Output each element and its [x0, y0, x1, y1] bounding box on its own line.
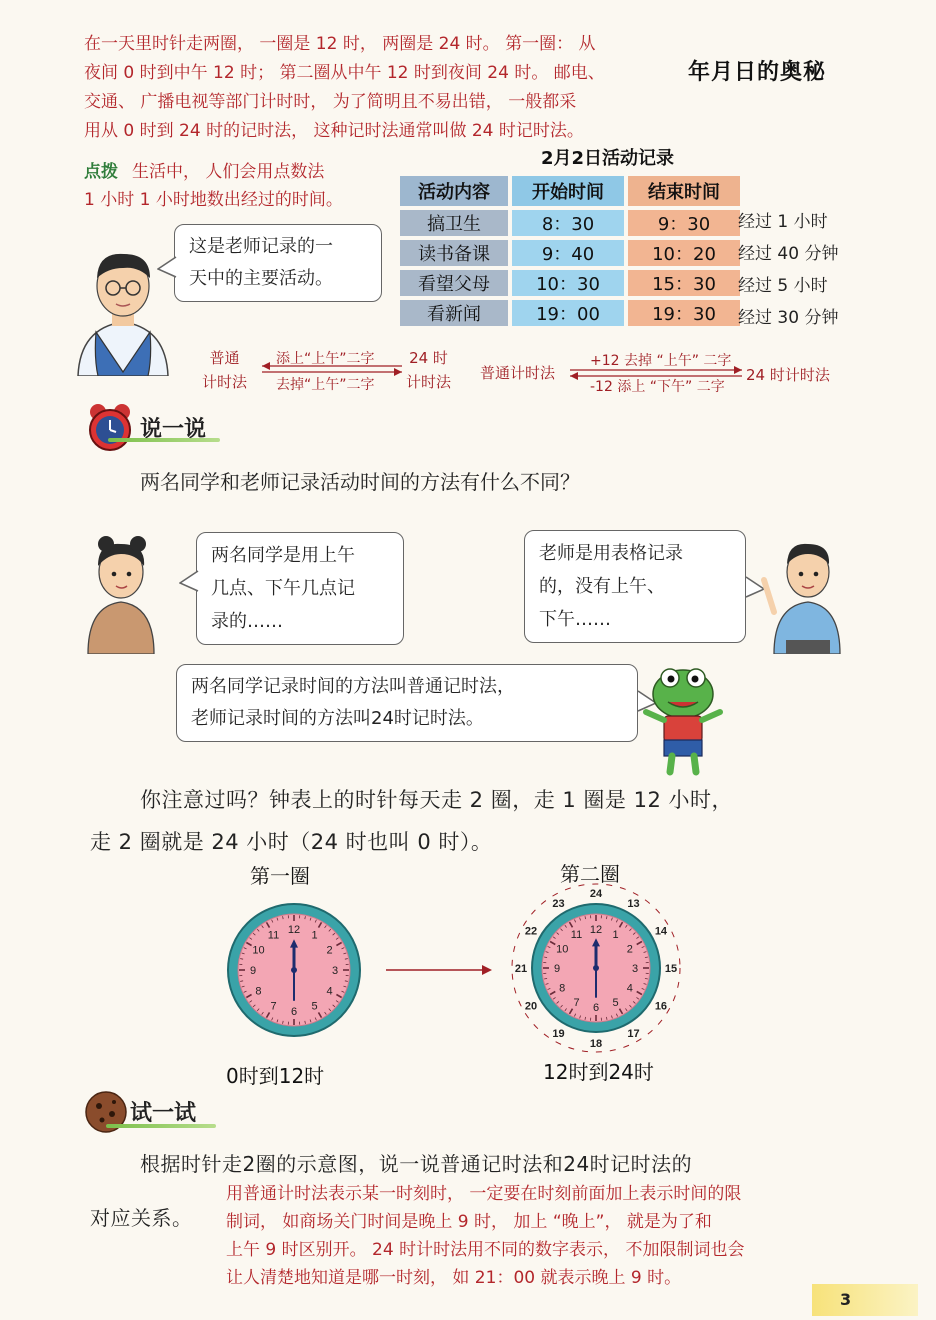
table-row [400, 300, 740, 326]
conv-left-label-1: 普通 [209, 349, 240, 367]
note-line: 用普通计时法表示某一时刻时， 一定要在时刻前面加上表示时间的限 [226, 1184, 742, 1204]
duration-label: 经过 30 分钟 [738, 308, 839, 328]
conv2-top: +12 去掉 “上午” 二字 [590, 353, 732, 369]
clock-outer-number: 22 [524, 925, 538, 938]
first-caption: 0时到12时 [226, 1064, 325, 1088]
clock-number: 12 [287, 924, 301, 936]
transition-arrow [384, 962, 496, 978]
clock-number: 5 [612, 996, 619, 1009]
note-line: 上午 9 时区别开。 24 时计时法用不同的数字表示， 不加限制词也会 [226, 1240, 745, 1260]
section-title-talk: 说一说 [140, 417, 207, 442]
conv-left-top: 添上“上午”二字 [276, 351, 375, 367]
cell-end: 15：30 [628, 270, 740, 296]
clock-outer-number: 24 [589, 888, 603, 900]
clock-number: 10 [252, 944, 265, 957]
clock-number: 8 [255, 985, 262, 998]
try-line-2: 对应关系。 [90, 1206, 193, 1230]
note-line: 制词， 如商场关门时间是晚上 9 时， 加上 “晚上”， 就是为了和 [226, 1212, 712, 1232]
clock-second-round [510, 882, 682, 1054]
conv2-right-label: 24 时计时法 [746, 366, 830, 384]
second-round-title: 第二圈 [560, 862, 620, 886]
intro-line: 在一天里时针走两圈， 一圈是 12 时， 两圈是 24 时。 第一圈： 从 [84, 34, 596, 54]
frog-illustration [640, 664, 726, 776]
intro-paragraph [84, 30, 684, 146]
header-end: 结束时间 [628, 176, 740, 206]
header-start: 开始时间 [512, 176, 624, 206]
clock-number: 9 [249, 965, 257, 977]
clock-number: 8 [559, 982, 566, 995]
cell-activity: 看望父母 [400, 270, 508, 296]
header-activity: 活动内容 [400, 176, 508, 206]
duration-label: 经过 40 分钟 [738, 244, 839, 264]
tip-line-1: 生活中， 人们会用点数法 [132, 162, 325, 182]
cell-start: 9：40 [512, 240, 624, 266]
second-caption: 12时到24时 [543, 1060, 654, 1084]
bubble-line: 两名同学是用上午 [211, 545, 355, 566]
clock-number: 3 [331, 965, 339, 977]
page-number-tab [812, 1284, 918, 1316]
girl-illustration [76, 532, 166, 654]
cell-activity: 搞卫生 [400, 210, 508, 236]
cell-end: 19：30 [628, 300, 740, 326]
clock-number: 2 [626, 943, 633, 956]
clock-outer-number: 21 [514, 963, 528, 975]
boy-illustration [760, 532, 850, 654]
clock-number: 1 [311, 929, 318, 942]
clock-number: 12 [589, 924, 603, 936]
table-row [400, 270, 740, 296]
clock-outer-number: 13 [627, 898, 640, 911]
note-line: 让人清楚地知道是哪一时刻， 如 21：00 就表示晚上 9 时。 [226, 1268, 682, 1288]
bubble-tail [157, 255, 177, 279]
clock-number: 11 [267, 929, 280, 942]
cell-activity: 读书备课 [400, 240, 508, 266]
clock-number: 4 [626, 982, 633, 995]
clock-outer-number: 16 [654, 1000, 668, 1013]
bubble-line: 老师是用表格记录 [539, 543, 683, 564]
clock-number: 3 [631, 963, 639, 975]
clock-number: 2 [326, 944, 333, 957]
conv-left-label [202, 346, 247, 394]
notice-line-1: 你注意过吗？钟表上的时针每天走 2 圈，走 1 圈是 12 小时， [140, 788, 733, 812]
alarm-clock-icon [84, 402, 136, 452]
cell-end: 9：30 [628, 210, 740, 236]
conv-left-label-2: 计时法 [202, 373, 248, 391]
bubble-line: 这是老师记录的一 [189, 236, 333, 257]
girl-speech-bubble [196, 532, 404, 645]
section-title-try: 试一试 [130, 1101, 197, 1126]
intro-line: 用从 0 时到 24 时的记时法， 这种记时法通常叫做 24 时记时法。 [84, 121, 584, 141]
clock-outer-number: 17 [627, 1027, 640, 1040]
tip-label: 点拨 [84, 162, 118, 182]
clock-number: 1 [612, 929, 619, 942]
cell-start: 10：30 [512, 270, 624, 296]
bubble-line: 两名同学记录时间的方法叫普通记时法， [191, 676, 515, 697]
bubble-line: 下午…… [539, 609, 611, 630]
question-text: 两名同学和老师记录活动时间的方法有什么不同？ [140, 470, 580, 494]
page-number: 3 [840, 1290, 852, 1309]
duration-list [738, 206, 838, 334]
conv-right-label-1: 24 时 [409, 349, 448, 367]
clock-outer-number: 15 [664, 963, 678, 975]
clock-number: 11 [570, 929, 583, 942]
cell-start: 8：30 [512, 210, 624, 236]
clock-number: 5 [311, 1000, 318, 1013]
notice-line-2: 走 2 圈就是 24 小时（24 时也叫 0 时）。 [90, 830, 493, 854]
intro-line: 夜间 0 时到中午 12 时； 第二圈从中午 12 时到夜间 24 时。 邮电、 [84, 63, 605, 83]
bubble-line: 老师记录时间的方法叫24时记时法。 [191, 708, 484, 729]
clock-number: 4 [326, 985, 333, 998]
duration-label: 经过 1 小时 [738, 212, 828, 232]
note-block [226, 1180, 856, 1292]
clock-center-pin [291, 967, 297, 973]
clock-outer-number: 14 [654, 925, 668, 938]
table-row [400, 210, 740, 236]
table-header-row [400, 176, 740, 206]
cell-activity: 看新闻 [400, 300, 508, 326]
clock-outer-number: 20 [524, 1000, 538, 1013]
conv2-bottom: -12 添上 “下午” 二字 [590, 379, 725, 395]
frog-speech-bubble [176, 664, 638, 742]
try-line-1: 根据时针走2圈的示意图，说一说普通记时法和24时记时法的 [140, 1152, 693, 1176]
bubble-line: 录的…… [211, 611, 283, 632]
tip-block [84, 158, 404, 214]
clock-center-pin [593, 965, 599, 971]
clock-outer-number: 18 [589, 1038, 603, 1050]
clock-number: 6 [592, 1002, 600, 1014]
first-round-title: 第一圈 [250, 864, 310, 888]
conv2-left-label: 普通计时法 [480, 364, 556, 382]
clock-number: 10 [556, 943, 569, 956]
cell-start: 19：00 [512, 300, 624, 326]
bubble-line: 天中的主要活动。 [189, 268, 333, 289]
bubble-line: 几点、下午几点记 [211, 578, 355, 599]
clock-outer-number: 19 [552, 1027, 565, 1040]
table-row [400, 240, 740, 266]
intro-line: 交通、 广播电视等部门计时时， 为了简明且不易出错， 一般都采 [84, 92, 577, 112]
clock-first-round [226, 902, 362, 1038]
clock-number: 7 [573, 996, 580, 1009]
duration-label: 经过 5 小时 [738, 276, 828, 296]
record-title: 2月2日活动记录 [541, 148, 675, 169]
bubble-tail [179, 569, 199, 593]
clock-number: 6 [290, 1006, 298, 1018]
tip-line-2: 1 小时 1 小时地数出经过的时间。 [84, 190, 343, 210]
conv-left-bottom: 去掉“上午”二字 [276, 377, 375, 393]
clock-number: 9 [553, 963, 561, 975]
clock-number: 7 [270, 1000, 277, 1013]
conv-right-label [406, 346, 451, 394]
conv-right-label-2: 计时法 [406, 373, 452, 391]
cell-end: 10：20 [628, 240, 740, 266]
bubble-line: 的，没有上午、 [539, 576, 665, 597]
clock-outer-number: 23 [552, 898, 565, 911]
side-title: 年月日的奥秘 [688, 60, 827, 85]
boy-speech-bubble [524, 530, 746, 643]
teacher-speech-bubble [174, 224, 382, 302]
activity-table [396, 172, 744, 330]
